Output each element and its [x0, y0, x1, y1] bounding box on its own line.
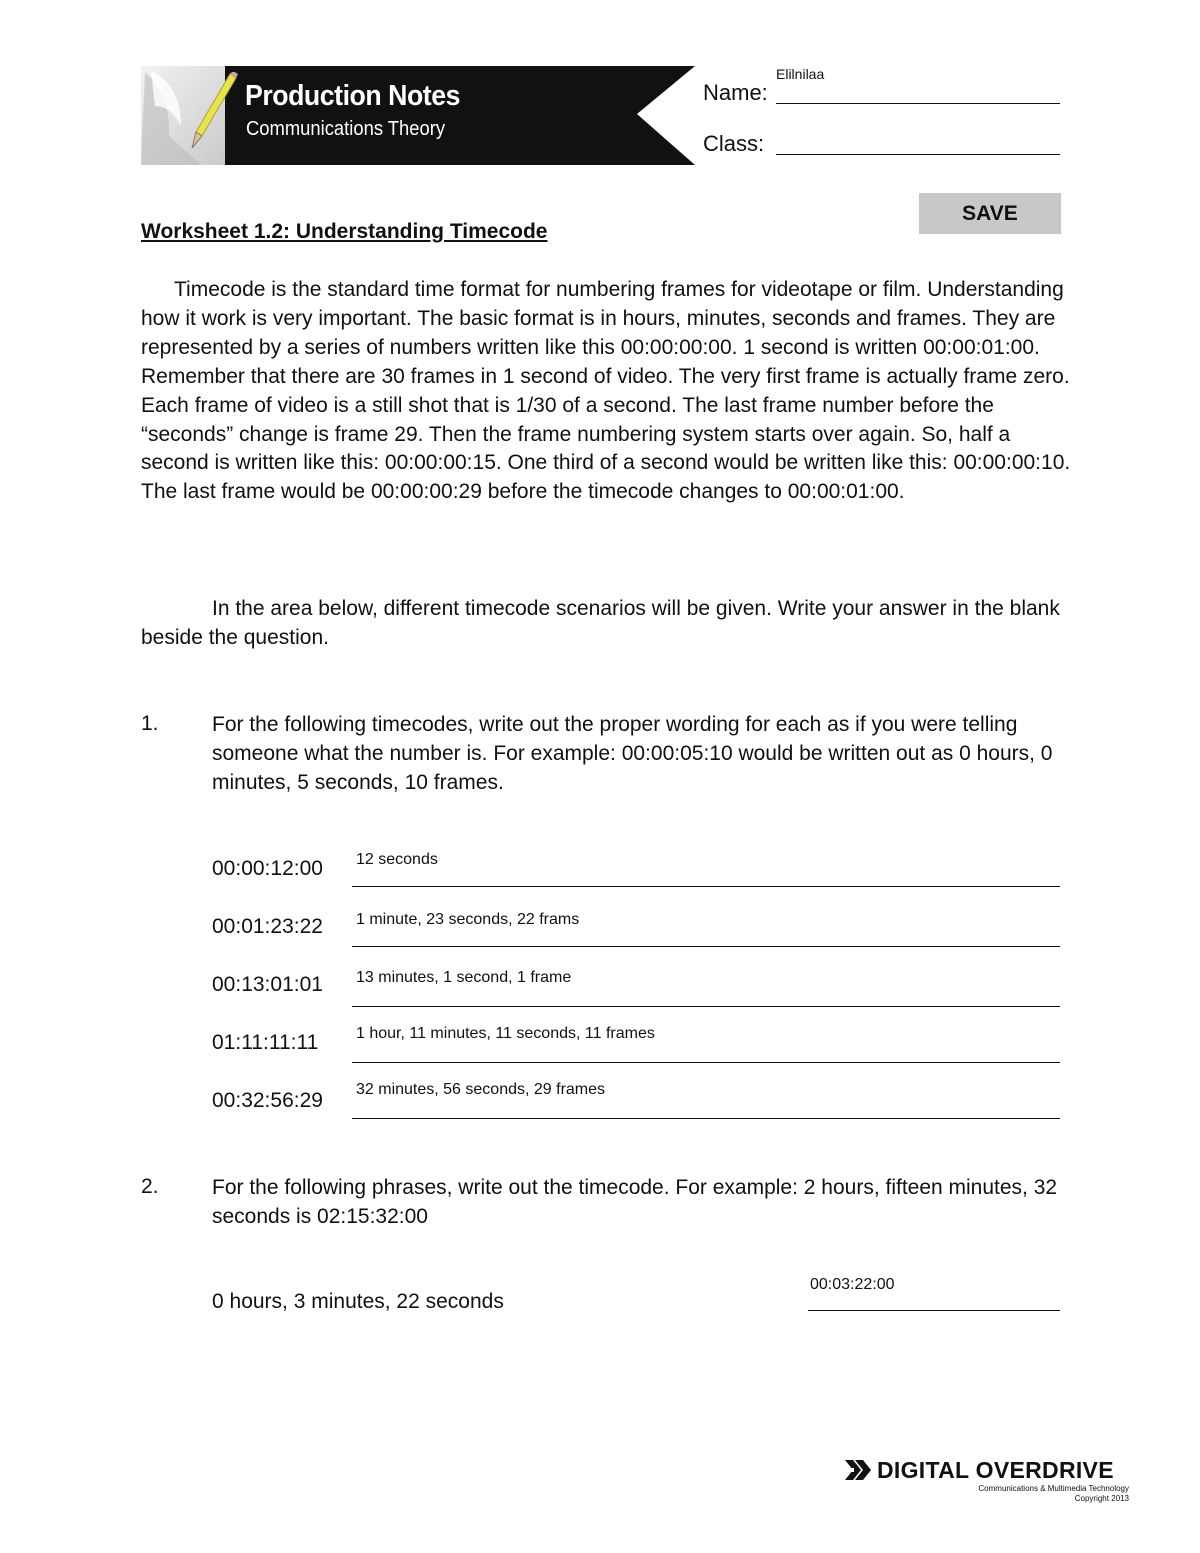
answer-field[interactable]	[352, 996, 1060, 1007]
timecode-label: 00:32:56:29	[212, 1089, 323, 1112]
banner-title: Production Notes	[245, 80, 460, 112]
answer-text: 32 minutes, 56 seconds, 29 frames	[356, 1081, 606, 1098]
name-value: Elilnilaa	[776, 66, 825, 82]
digital-overdrive-logo-icon	[845, 1458, 875, 1487]
question-1-text: For the following timecodes, write out the proper wording for each as if you were telling someone what the number is. For example: 00:00:05:10 would be written out as 0 hours, 0 minutes, 5 seconds, 10 frames.	[212, 713, 1053, 794]
phrase-label: 0 hours, 3 minutes, 22 seconds	[212, 1290, 504, 1313]
class-label: Class:	[703, 131, 765, 156]
banner-subtitle: Communications Theory	[246, 118, 446, 140]
name-label: Name:	[703, 80, 768, 105]
answer-text: 13 minutes, 1 second, 1 frame	[356, 969, 572, 986]
class-field[interactable]	[776, 133, 1060, 155]
answer-field[interactable]	[352, 876, 1060, 887]
timecode-label: 00:13:01:01	[212, 973, 323, 996]
timecode-label: 01:11:11:11	[212, 1031, 319, 1054]
answer-text: 1 hour, 11 minutes, 11 seconds, 11 frames	[356, 1025, 655, 1042]
answer-field[interactable]	[352, 1108, 1060, 1119]
answer-text: 1 minute, 23 seconds, 22 frams	[356, 911, 580, 928]
worksheet-title: Worksheet 1.2: Understanding Timecode	[141, 220, 548, 243]
footer-tagline: Communications & Multimedia Technology	[978, 1484, 1129, 1493]
pencil-icon	[186, 72, 238, 157]
footer-copyright: Copyright 2013	[1074, 1494, 1129, 1503]
footer-brand: DIGITAL OVERDRIVE	[877, 1457, 1114, 1483]
timecode-label: 00:00:12:00	[212, 857, 323, 880]
instructions-paragraph: In the area below, different timecode scenarios will be given. Write your answer in the blank beside the question.	[141, 597, 1060, 649]
answer-text: 12 seconds	[356, 851, 438, 868]
question-1-number: 1.	[141, 712, 159, 735]
answer-field[interactable]	[352, 1052, 1060, 1063]
name-field[interactable]	[776, 66, 1060, 104]
intro-paragraph: Timecode is the standard time format for numbering frames for videotape or film. Understanding how it work is very important. The basic format is in hours, minutes, seconds and frames. They are represented by a series of numbers written like this 00:00:00:00. 1 second is written 00:00:01:00. Remember that there are 30 frames in 1 second of video. The very first frame is actually frame zero. Each frame of video is a still shot that is 1/30 of a second. The last frame number before the “seconds” change is frame 29. Then the frame numbering system starts over again. So, half a second is written like this: 00:00:00:15. One third of a second would be written like this: 00:00:00:10. The last frame would be 00:00:00:29 before the timecode changes to 00:00:01:00.	[141, 278, 1071, 504]
question-2-number: 2.	[141, 1175, 159, 1198]
save-button[interactable]: SAVE	[919, 193, 1061, 234]
answer-field[interactable]	[352, 936, 1060, 947]
phrase-answer-text: 00:03:22:00	[810, 1276, 895, 1293]
question-2-text: For the following phrases, write out the timecode. For example: 2 hours, fifteen minutes, 32 seconds is 02:15:32:00	[212, 1176, 1058, 1228]
timecode-label: 00:01:23:22	[212, 915, 323, 938]
phrase-answer-field[interactable]	[808, 1310, 1060, 1311]
